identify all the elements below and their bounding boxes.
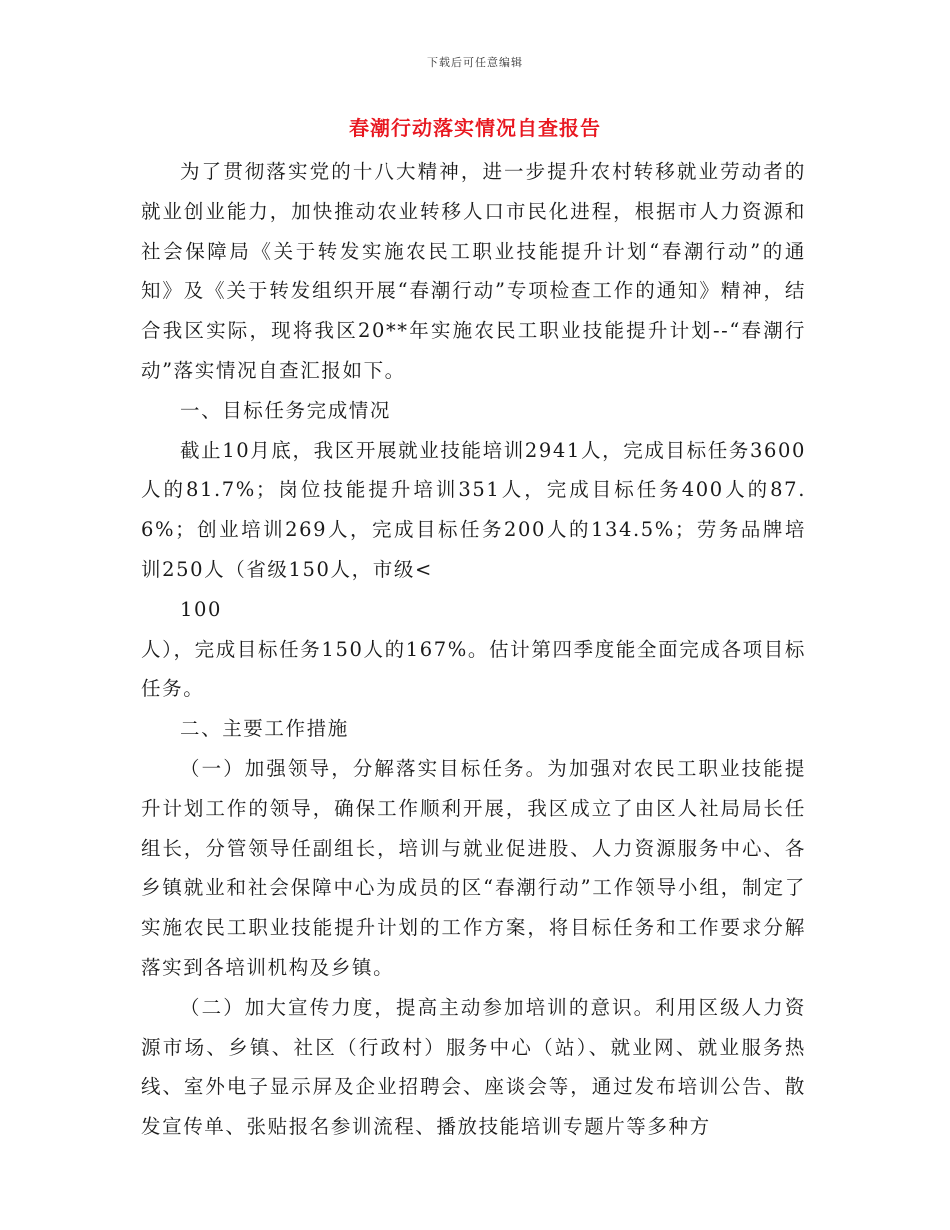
section-heading-1: 一、目标任务完成情况 [180,398,392,422]
document-body [141,152,806,1147]
targets-paragraph: 截止10月底，我区开展就业技能培训2941人，完成目标任务3600人的81.7%；岗位技能提升培训351人，完成目标任务400人的87.6%；创业培训269人，完成目标任务200人的134.5%；劳务品牌培训250人（省级150人，市级< [141,438,806,581]
targets-paragraph-number: 100 [180,597,223,621]
intro-paragraph: 为了贯彻落实党的十八大精神，进一步提升农村转移就业劳动者的就业创业能力，加快推动农业转移人口市民化进程，根据市人力资源和社会保障局《关于转发实施农民工职业技能提升计划“春潮行动”的通知》及《关于转发组织开展“春潮行动”专项检查工作的通知》精神，结合我区实际，现将我区20**年实施农民工职业技能提升计划--“春潮行动”落实情况自查汇报如下。 [141,160,806,382]
measure-paragraph-1: （一）加强领导，分解落实目标任务。为加强对农民工职业技能提升计划工作的领导，确保工作顺利开展，我区成立了由区人社局局长任组长，分管领导任副组长，培训与就业促进股、人力资源服务中心、各乡镇就业和社会保障中心为成员的区“春潮行动”工作领导小组，制定了实施农民工职业技能提升计划的工作方案，将目标任务和工作要求分解落实到各培训机构及乡镇。 [141,756,806,979]
measure-paragraph-2: （二）加大宣传力度，提高主动参加培训的意识。利用区级人力资源市场、乡镇、社区（行政村）服务中心（站）、就业网、就业服务热线、室外电子显示屏及企业招聘会、座谈会等，通过发布培训公告、散发宣传单、张贴报名参训流程、播放技能培训专题片等多种方 [141,995,806,1139]
document-title: 春潮行动落实情况自查报告 [349,116,601,140]
targets-paragraph-continued: 人），完成目标任务150人的167%。估计第四季度能全面完成各项目标任务。 [141,637,806,701]
page-header-note: 下载后可任意编辑 [427,56,523,69]
section-heading-2: 二、主要工作措施 [180,717,349,741]
